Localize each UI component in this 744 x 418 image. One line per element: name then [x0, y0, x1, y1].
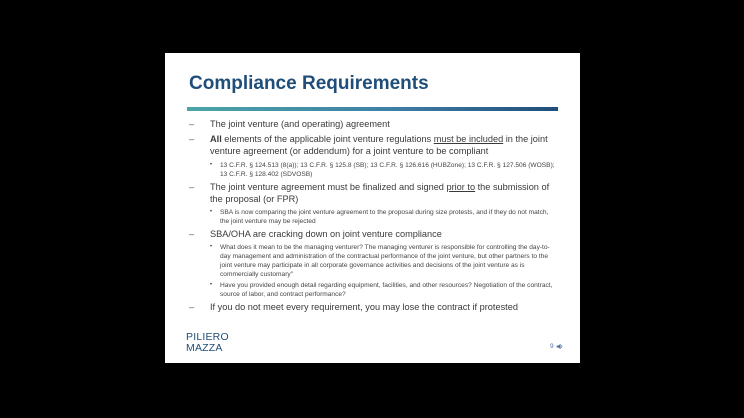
slide: [165, 53, 580, 363]
sub-bullet-text: What does it mean to be the managing venturer? The managing venturer is responsible for controlling the day-to-day management and administration of the contractual performance of the joint venture, but other partners to the joint venture may participate in all corporate governance activities and decisions of the joint venture as is commercially customary": [220, 244, 550, 279]
bullet-text: the submission of the proposal (or FPR): [210, 181, 550, 204]
bullet-all-elements: [187, 133, 559, 157]
piliero-mazza-logo: [186, 332, 234, 356]
bullet-underlined-text: prior to: [446, 181, 476, 192]
bullet-text: If you do not meet every requirement, you may lose the contract if protested: [210, 302, 518, 313]
logo-line-2: MAZZA: [186, 342, 223, 354]
sub-bullet-text: Have you provided enough detail regarding equipment, facilities, and other resources? Negotiation of the contract, source of labor, and contract performance?: [220, 282, 553, 299]
bullet-text: elements of the applicable joint venture regulations: [221, 134, 434, 145]
bullet-underlined-text: must be included: [433, 134, 504, 145]
bullet-text: in the joint venture agreement (or addendum) for a joint venture to be compliant: [210, 134, 548, 157]
dash-marker: –: [189, 134, 195, 145]
dot-marker: •: [210, 161, 213, 168]
dash-marker: –: [189, 119, 195, 129]
dash-marker: –: [189, 302, 195, 313]
sub-bullet-detail: [187, 281, 559, 299]
page-number: 9: [550, 343, 554, 350]
bullet-bold-text: All: [210, 134, 222, 145]
title-divider: [187, 107, 558, 111]
sub-bullet-sba-comparing: [187, 208, 559, 226]
bullet-finalized: [187, 181, 559, 205]
slide-content: [187, 118, 559, 316]
bullet-agreement: [187, 118, 559, 130]
bullet-text: The joint venture agreement must be finalized and signed: [210, 181, 447, 192]
dot-marker: •: [210, 244, 213, 251]
sub-bullet-managing-venturer: [187, 243, 559, 279]
bullet-text: The joint venture (and operating) agreement: [210, 119, 390, 129]
bullet-text: SBA/OHA are cracking down on joint venture compliance: [210, 229, 442, 240]
speaker-icon[interactable]: [556, 343, 563, 350]
dot-marker: •: [210, 282, 213, 289]
dash-marker: –: [189, 229, 195, 240]
dot-marker: •: [210, 209, 213, 216]
sub-bullet-text: 13 C.F.R. § 124.513 (8(a)); 13 C.F.R. § 125.8 (SB); 13 C.F.R. § 126.616 (HUBZone); 13 C.F.R. § 127.506 (WOSB); 13 C.F.R. § 128.402 (SDVOSB): [220, 161, 555, 178]
sub-bullet-cfr: [187, 161, 559, 179]
bullet-lose-contract: [187, 301, 559, 313]
bullet-cracking-down: [187, 228, 559, 240]
dash-marker: –: [189, 181, 195, 192]
slide-title: Compliance Requirements: [189, 73, 429, 94]
sub-bullet-text: SBA is now comparing the joint venture agreement to the proposal during size protests, and if they do not match, the joint venture may be rejected: [220, 209, 549, 226]
logo-line-1: PILIERO: [186, 331, 229, 343]
